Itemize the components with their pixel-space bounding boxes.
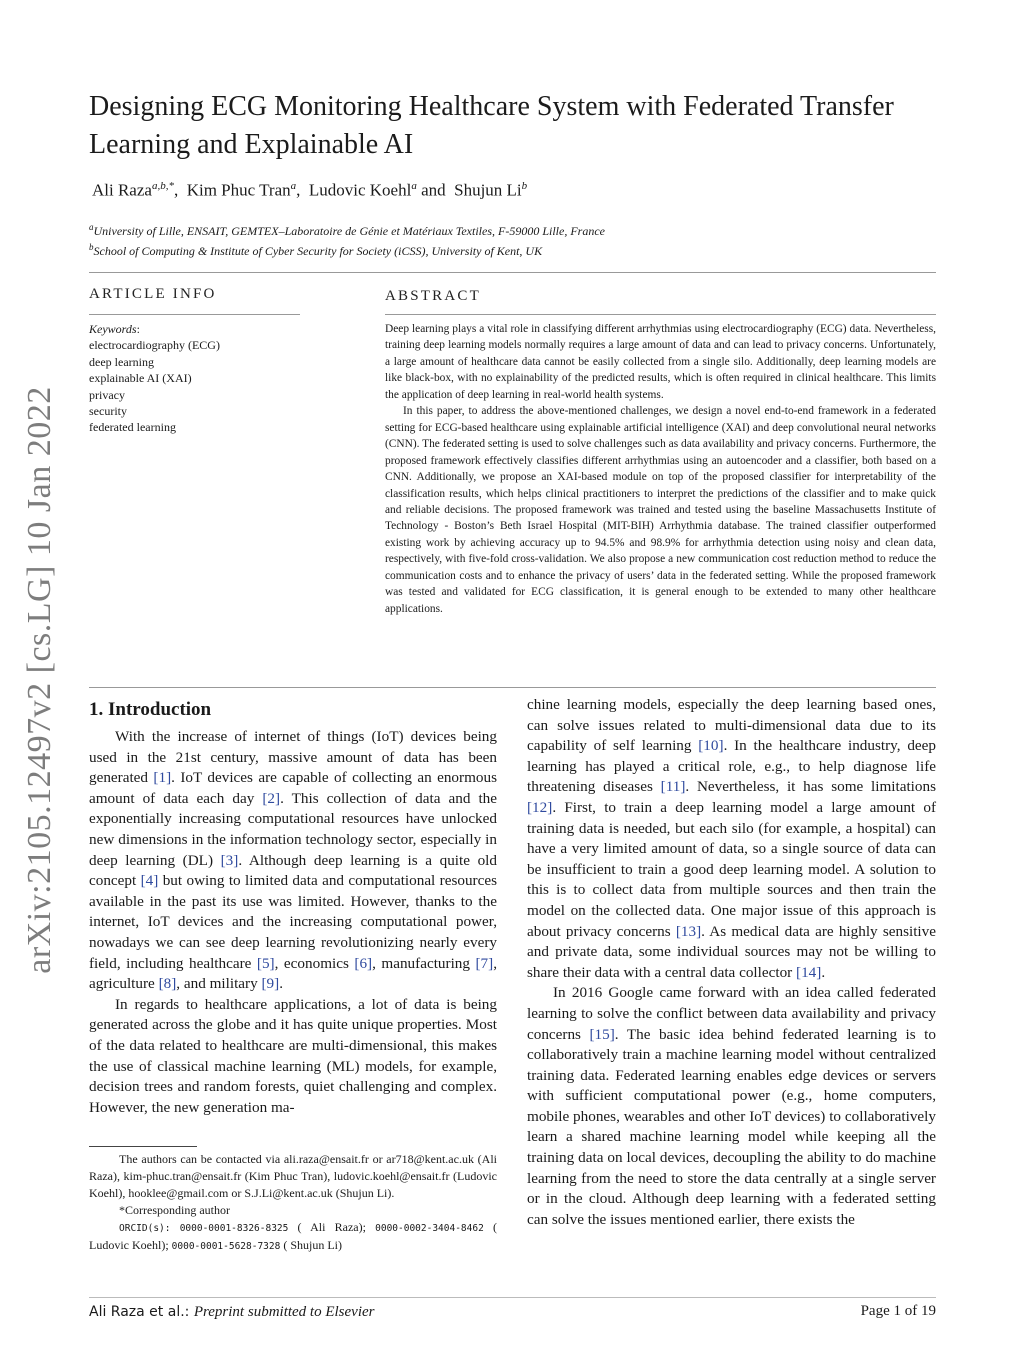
citation-link[interactable]: [6] xyxy=(354,954,373,972)
paragraph-text: . In the healthcare industry, deep learning has played a critical role, e.g., to help diagnose life threatening diseases xyxy=(527,737,936,796)
orcid-author: ( Ali Raza); xyxy=(288,1220,376,1234)
article-info-divider xyxy=(89,314,300,315)
author-name: Shujun Li xyxy=(454,180,522,200)
paragraph-text: . The basic idea behind federated learning is to collaboratively train a machine learning model without centralized training data. Federated learning enables edge devices or servers with sufficient computational power (e.g., home computers, mobile phones, wearables and other IoT devices) to collaboratively learn a shared machine learning model while keeping all the training data on local devices, decoupling the ability to do machine learning from the need to store the data centrally at a single server or in the cloud. Although deep learning with a federated setting can solve the issues mentioned earlier, there exists the xyxy=(527,1025,936,1228)
footer-note: Preprint submitted to Elsevier xyxy=(193,1304,375,1320)
paragraph-text: but owing to limited data and computational resources available in the past its use was limited. However, thanks to the internet, IoT devices and the increasing computational power, nowadays we can see deep learning revolutionizing nearly every field, including healthcare xyxy=(89,872,497,972)
author-separator: , xyxy=(296,180,309,200)
footnote-block xyxy=(89,1151,497,1255)
citation-link[interactable]: [1] xyxy=(153,769,172,787)
paragraph-text: chine learning models, especially the deep learning based ones, can solve issues related to multi-dimensional data due to its capability of self learning xyxy=(527,696,936,755)
citation-link[interactable]: [11] xyxy=(660,778,686,796)
citation-link[interactable]: [14] xyxy=(796,963,822,981)
abstract-heading: ABSTRACT xyxy=(385,288,481,304)
orcid-author: ( Shujun Li) xyxy=(280,1238,342,1252)
author-separator: and xyxy=(416,180,455,200)
paragraph-text: . xyxy=(279,975,284,993)
affiliation-a xyxy=(89,222,605,239)
paragraph-text: . This collection of data and the exponentially increasing computational resources have unlocked new dimensions in the information technology sector, especially in deep learning (DL) xyxy=(89,789,497,869)
author-separator: , xyxy=(173,180,187,200)
abstract-body xyxy=(385,321,936,617)
orcid-note xyxy=(89,1219,497,1255)
affiliation-b xyxy=(89,242,542,259)
citation-link[interactable]: [4] xyxy=(140,872,159,890)
orcid-id[interactable]: 0000-0001-5628-7328 xyxy=(171,1241,281,1252)
paragraph-text: . IoT devices are capable of collecting an enormous amount of data each day xyxy=(89,769,497,807)
article-info-heading: ARTICLE INFO xyxy=(89,286,217,302)
footer-divider xyxy=(89,1297,936,1298)
citation-link[interactable]: [15] xyxy=(589,1025,615,1043)
author-affiliation-mark: b xyxy=(521,180,528,192)
keywords-block: Keywords: electrocardiography (ECG) deep learning explainable AI (XAI) privacy security federated learning xyxy=(89,322,220,435)
citation-link[interactable]: [8] xyxy=(158,975,177,993)
citation-link[interactable]: [7] xyxy=(475,954,494,972)
paragraph-text: . Nevertheless, it has some limitations xyxy=(685,778,936,796)
affiliation-text: School of Computing & Institute of Cyber Security for Society (iCSS), University of Kent, UK xyxy=(93,244,543,258)
orcid-label: ORCID(s): xyxy=(119,1223,171,1234)
paragraph-text: . Although deep learning is a quite old concept xyxy=(89,851,497,890)
affiliation-mark: a xyxy=(89,222,94,232)
contact-footnote: The authors can be contacted via ali.raza@ensait.fr or ar718@kent.ac.uk (Ali Raza), kim-phuc.tran@ensait.fr (Kim Phuc Tran), ludovic.koehl@ensait.fr (Ludovic Koehl), hooklee@gmail.com or S.J.Li@kent.ac.uk (Shujun Li). xyxy=(89,1152,497,1200)
abstract-divider xyxy=(385,314,936,315)
abstract-bottom-divider xyxy=(89,687,936,688)
paragraph-text: , and military xyxy=(176,975,262,993)
intro-paragraph-2: In regards to healthcare applications, a lot of data is being generated across the globe and it has quite unique properties. Most of the data related to healthcare are multi-dimensional, this makes the use of classical machine learning (ML) models, for example, decision trees and random forests, quiet challenging and complex. However, the new generation ma- xyxy=(89,995,497,1116)
section-heading-introduction: 1. Introduction xyxy=(89,699,212,720)
intro-paragraph-3 xyxy=(527,695,936,983)
footnote-divider xyxy=(89,1146,197,1147)
body-column-left xyxy=(89,727,497,1118)
author-list xyxy=(92,180,527,201)
paragraph-text: With the increase of internet of things (IoT) devices being used in the 21st century, massive amount of data has been generated xyxy=(89,728,497,787)
paper-title: Designing ECG Monitoring Healthcare System with Federated Transfer Learning and Explainable AI xyxy=(89,91,894,160)
citation-link[interactable]: [10] xyxy=(698,737,724,755)
keyword-item: federated learning xyxy=(89,420,176,435)
citation-link[interactable]: [5] xyxy=(256,954,275,972)
arxiv-id: arXiv:2105.12497v2 [cs.LG] 10 Jan 2022 xyxy=(21,386,58,974)
keywords-label: Keywords xyxy=(89,322,137,336)
citation-link[interactable]: [12] xyxy=(527,798,553,816)
citation-link[interactable]: [3] xyxy=(220,851,239,869)
author-affiliation-mark: a xyxy=(411,180,417,192)
footer-authors: Ali Raza et al.: xyxy=(89,1304,190,1320)
arxiv-sidebar-stamp xyxy=(10,380,70,980)
paragraph-text: . xyxy=(821,963,826,981)
keyword-item: explainable AI (XAI) xyxy=(89,371,192,386)
orcid-id[interactable]: 0000-0001-8326-8325 xyxy=(179,1223,289,1234)
corresponding-author-note: *Corresponding author xyxy=(119,1203,230,1217)
orcid-id[interactable]: 0000-0002-3404-8462 xyxy=(375,1223,484,1234)
paragraph-text: , agriculture xyxy=(89,954,497,993)
intro-paragraph-4 xyxy=(527,983,936,1230)
author-name: Ali Raza xyxy=(92,180,152,200)
affiliation-text: University of Lille, ENSAIT, GEMTEX–Laboratoire de Génie et Matériaux Textiles, F-59000 Lille, France xyxy=(93,224,605,238)
body-column-right xyxy=(527,695,936,1230)
author-affiliation-mark: a,b,* xyxy=(151,180,174,192)
page-number: Page 1 of 19 xyxy=(860,1303,936,1319)
keyword-item: deep learning xyxy=(89,354,154,369)
abstract-paragraph: Deep learning plays a vital role in classifying different arrhythmias using electrocardiography (ECG) data. Nevertheless, training deep learning models normally requires a large amount of data and can lead to privacy concerns. Unfortunately, a large amount of healthcare data cannot be easily collected from a single silo. Additionally, deep learning models are like black-box, with no explainability of the predicted results, which is often required in clinical healthcare. This limits the application of deep learning in real-world health systems. xyxy=(385,323,936,401)
keyword-item: privacy xyxy=(89,387,125,402)
orcid-author: ( Ludovic Koehl); xyxy=(89,1220,498,1252)
paragraph-text: , economics xyxy=(274,954,355,972)
intro-paragraph-1 xyxy=(89,727,497,995)
author-name: Kim Phuc Tran xyxy=(186,180,291,200)
citation-link[interactable]: [9] xyxy=(261,975,280,993)
paragraph-text: In 2016 Google came forward with an idea called federated learning to solve the conflict between data availability and privacy concerns xyxy=(527,984,936,1043)
citation-link[interactable]: [13] xyxy=(675,922,702,940)
paragraph-text: , manufacturing xyxy=(372,954,476,972)
author-affiliation-mark: a xyxy=(290,180,297,192)
paragraph-text: . As medical data are highly sensitive and private data, some individual sources may not be willing to share their data with a central data collector xyxy=(527,922,936,981)
paragraph-text: . First, to train a deep learning model a large amount of training data is needed, but each silo (for example, a hospital) can have a very limited amount of data, so a single source of data can be insufficient to train a good deep learning model. A solution to this is to collect data from multiple sources and then train the model on the collected data. One major issue of this approach is about privacy concerns xyxy=(527,798,936,940)
affiliation-mark: b xyxy=(89,242,94,252)
abstract-paragraph: In this paper, to address the above-mentioned challenges, we design a novel end-to-end framework in a federated setting for ECG-based healthcare using explainable artificial intelligence (XAI) and deep convolutional neural networks (CNN). The federated setting is used to solve challenges such as data availability and privacy concerns. Furthermore, the proposed framework effectively classifies different arrhythmias using an autoencoder and a classifier, both based on a CNN. Additionally, we propose an XAI-based module on top of the proposed classifier for interpretability of the classification results, which helps clinical practitioners to interpret the predictions of the classifier and to make quick and reliable decisions. The proposed framework was trained and tested using the baseline Massachusetts Institute of Technology - Boston’s Beth Israel Hospital (MIT-BIH) Arrhythmia database. The trained classifier outperformed existing work by achieving accuracy up to 94.5% and 98.9% for arrhythmia detection using noisy and clean data, respectively, with five-fold cross-validation. We also propose a new communication cost reduction method to reduce the communication costs and to enhance the privacy of users’ data in the federated setting. While the proposed framework was tested and validated for ECG classification, it is general enough to be extended to many other healthcare applications. xyxy=(385,405,936,615)
keyword-item: security xyxy=(89,404,127,419)
header-divider xyxy=(89,272,936,273)
citation-link[interactable]: [2] xyxy=(262,789,281,807)
author-name: Ludovic Koehl xyxy=(308,180,412,200)
keyword-item: electrocardiography (ECG) xyxy=(89,338,220,353)
running-footer xyxy=(89,1304,375,1321)
